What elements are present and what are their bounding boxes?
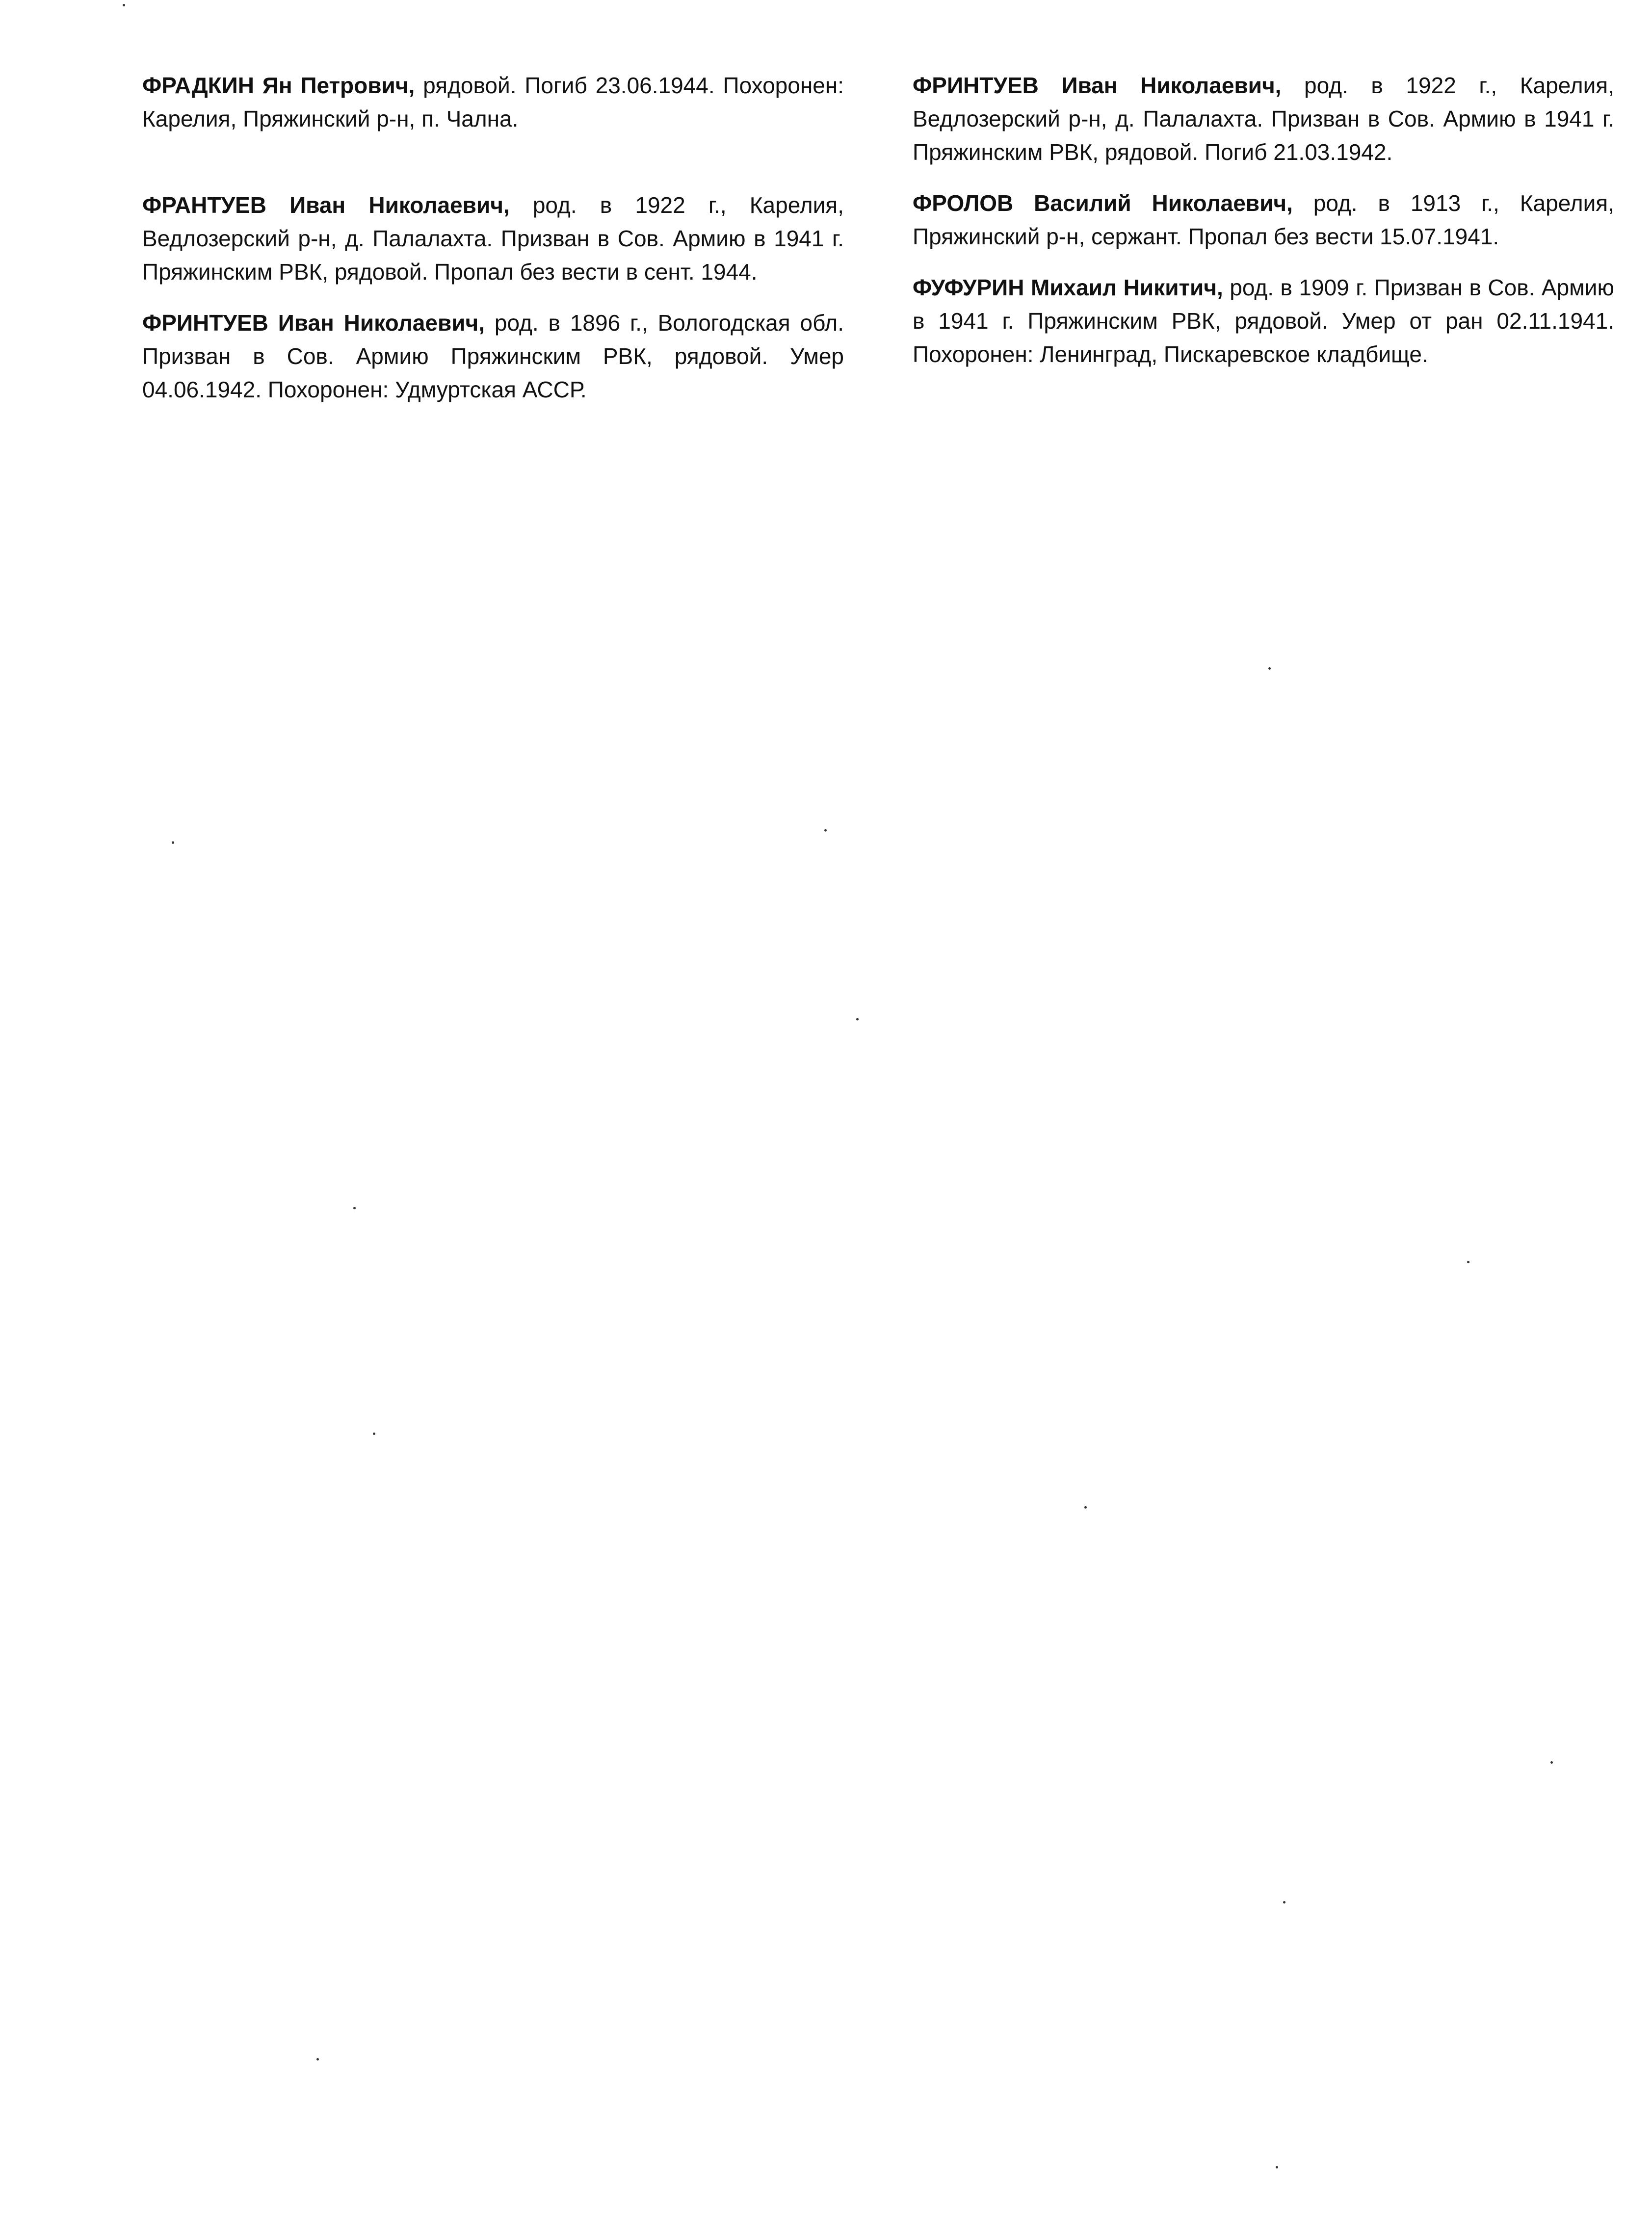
entry-frantuev bbox=[142, 188, 844, 288]
entry-name: ФРОЛОВ Василий Николаевич, bbox=[913, 190, 1293, 216]
entry-text: рядовой. Погиб 23.06.1944. Похоронен: Карелия, Пряжинский р-н, п. Чална. bbox=[142, 73, 844, 131]
entry-frintuev-1922 bbox=[913, 69, 1614, 169]
scan-speck bbox=[353, 1207, 356, 1209]
right-column bbox=[913, 69, 1614, 371]
entry-fufurin bbox=[913, 271, 1614, 371]
scan-speck bbox=[316, 2058, 319, 2061]
scan-speck bbox=[123, 4, 125, 6]
scan-speck bbox=[1084, 1506, 1087, 1509]
entry-frintuev-1896 bbox=[142, 306, 844, 406]
entry-text: род. в 1909 г. Призван в Сов. Армию в 1941 г. Пряжинским РВК, рядовой. Умер от ран 02.11.1941. Похоронен: Ленинград, Пискаревское кладбище. bbox=[913, 275, 1614, 367]
entry-frolov bbox=[913, 186, 1614, 253]
entry-text: род. в 1922 г., Карелия, Ведлозерский р-н, д. Палалахта. Призван в Сов. Армию в 1941 г. Пряжинским РВК, рядовой. Погиб 21.03.1942. bbox=[913, 73, 1614, 165]
entry-text: род. в 1896 г., Вологодская обл. Призван в Сов. Армию Пряжинским РВК, рядовой. Умер 04.06.1942. Похоронен: Удмуртская АССР. bbox=[142, 310, 844, 402]
scan-speck bbox=[1276, 2166, 1278, 2168]
scan-speck bbox=[1268, 667, 1271, 670]
scan-speck bbox=[824, 829, 827, 832]
scan-speck bbox=[172, 841, 174, 844]
scan-speck bbox=[1550, 1761, 1553, 1764]
entry-name: ФРИНТУЕВ Иван Николаевич, bbox=[142, 310, 485, 336]
scan-speck bbox=[373, 1433, 375, 1435]
scan-speck bbox=[1283, 1901, 1285, 1904]
entry-name: ФРАДКИН Ян Петрович, bbox=[142, 73, 415, 98]
entry-name: ФРАНТУЕВ Иван Николаевич, bbox=[142, 192, 510, 218]
entry-name: ФРИНТУЕВ Иван Николаевич, bbox=[913, 73, 1282, 98]
entry-name: ФУФУРИН Михаил Никитич, bbox=[913, 275, 1223, 300]
entry-text: род. в 1922 г., Карелия, Ведлозерский р-н, д. Палалахта. Призван в Сов. Армию в 1941 г. Пряжинским РВК, рядовой. Пропал без вести в сент. 1944. bbox=[142, 192, 844, 285]
entry-fradkin bbox=[142, 69, 844, 135]
scan-speck bbox=[1467, 1261, 1469, 1263]
left-column bbox=[142, 69, 844, 406]
scan-speck bbox=[856, 1018, 859, 1020]
entry-text: род. в 1913 г., Карелия, Пряжинский р-н, сержант. Пропал без вести 15.07.1941. bbox=[913, 190, 1614, 249]
